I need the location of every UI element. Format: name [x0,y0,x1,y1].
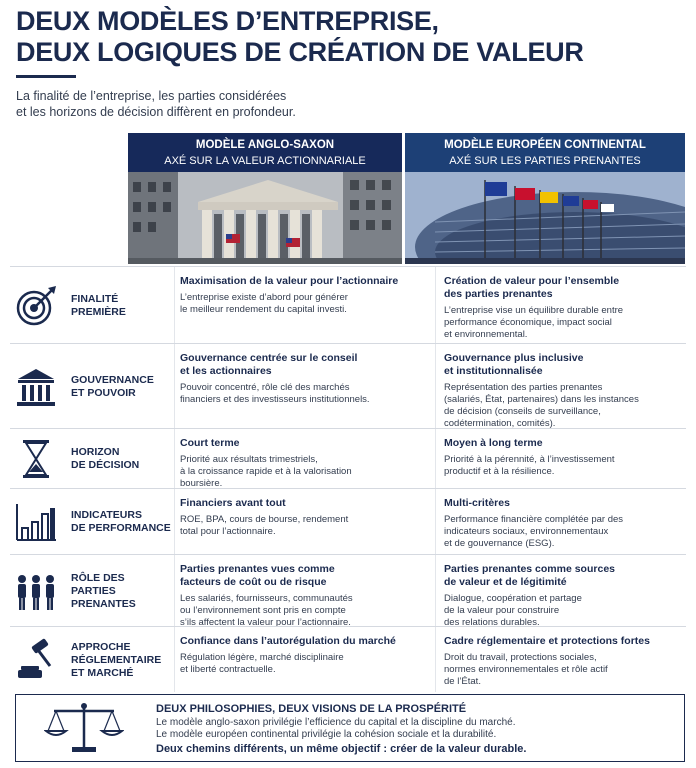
anglo-column-header [128,133,402,172]
heading-line: Court terme [180,437,240,449]
euro-cell [444,635,682,688]
euro-cell-body [444,382,682,430]
row-label [71,572,136,611]
euro-cell-heading [444,352,682,378]
people-icon [14,569,58,613]
euro-cell-body [444,305,682,341]
heading-line: Parties prenantes comme sources [444,563,615,575]
comparison-row [10,626,686,692]
body-line: et liberté contractuelle. [180,664,276,675]
euro-column-title: MODÈLE EUROPÉEN CONTINENTAL [444,139,646,151]
anglo-cell-heading [180,437,408,450]
column-divider [435,489,436,554]
euro-cell-body [444,454,682,478]
body-line: de décision (conseils de surveillance, [444,406,601,417]
anglo-cell-body [180,382,408,406]
euro-column-subtitle: AXÉ SUR LES PARTIES PRENANTES [449,155,641,167]
title-line-2: DEUX LOGIQUES DE CRÉATION DE VALEUR [16,37,584,67]
conclusion-line-1: Le modèle anglo-saxon privilégie l’efficience du capital et la discipline du marché. [156,717,516,728]
column-divider [174,627,175,692]
body-line: et de gouvernance (ESG). [444,538,555,549]
euro-cell-heading [444,563,682,589]
euro-cell [444,437,682,478]
body-line: L’entreprise vise un équilibre durable entre [444,305,624,316]
euro-cell-heading [444,497,682,510]
euro-cell-body [444,514,682,550]
hourglass-icon [14,437,58,481]
institution-icon [14,365,58,409]
row-label [71,374,154,400]
heading-line: Maximisation de la valeur pour l’actionnaire [180,275,399,287]
row-label-line: PREMIÈRE [71,305,126,318]
body-line: performance économique, impact social [444,317,612,328]
row-label-line: DE PERFORMANCE [71,522,171,534]
heading-line: de valeur et de légitimité [444,576,567,588]
conclusion-line-2: Le modèle européen continental privilégie la cohésion sociale et la durabilité. [156,729,497,740]
row-label-line: ET POUVOIR [71,386,136,399]
body-line: Les salariés, fournisseurs, communautés [180,593,353,604]
column-divider [174,429,175,488]
body-line: le meilleur rendement du capital investi. [180,304,347,315]
body-line: codétermination, comités). [444,418,556,429]
anglo-cell-body [180,593,408,629]
body-line: boursière. [180,478,223,489]
body-line: indicateurs sociaux, environnementaux [444,526,609,537]
row-label-line: ET MARCHÉ [71,666,134,679]
anglo-column-subtitle: AXÉ SUR LA VALEUR ACTIONNARIALE [164,155,366,167]
subtitle [16,88,436,120]
heading-line: Parties prenantes vues comme [180,563,335,575]
subtitle-line-1: La finalité de l’entreprise, les parties considérées [16,89,287,103]
subtitle-line-2: et les horizons de décision diffèrent en profondeur. [16,105,296,119]
row-label [71,293,126,319]
heading-line: Création de valeur pour l’ensemble [444,275,620,287]
column-divider [435,627,436,692]
bar-chart-icon [14,500,58,544]
anglo-cell-heading [180,275,408,288]
body-line: Priorité à la pérennité, à l’investissement [444,454,615,465]
anglo-cell-heading [180,352,408,378]
body-line: des relations durables. [444,617,540,628]
heading-line: Financiers avant tout [180,497,286,509]
conclusion-box [15,694,685,762]
heading-line: et institutionnalisée [444,365,543,377]
comparison-row [10,343,686,428]
anglo-cell [180,352,408,406]
euro-cell-body [444,593,682,629]
comparison-row [10,488,686,554]
anglo-cell [180,563,408,629]
anglo-cell-heading [180,563,408,589]
body-line: total pour l’actionnaire. [180,526,276,537]
anglo-cell [180,635,408,676]
body-line: Dialogue, coopération et partage [444,593,582,604]
body-line: ou l’environnement sont pris en compte [180,605,346,616]
column-divider [174,267,175,343]
column-divider [435,344,436,428]
anglo-cell-body [180,454,408,490]
row-label-line: GOUVERNANCE [71,373,154,386]
column-divider [435,429,436,488]
euro-cell-heading [444,275,682,301]
euro-cell-body [444,652,682,688]
column-divider [174,489,175,554]
heading-line: Cadre réglementaire et protections fortes [444,635,650,647]
anglo-cell [180,275,408,316]
body-line: et environnemental. [444,329,528,340]
comparison-row [10,428,686,488]
euro-cell [444,563,682,629]
body-line: productif et à la résilience. [444,466,555,477]
row-label-line: RÉGLEMENTAIRE [71,653,162,666]
body-line: de la valeur pour construire [444,605,560,616]
body-line: normes environnementales et rôle actif [444,664,608,675]
stock-exchange-photo [128,172,402,264]
heading-line: Moyen à long terme [444,437,543,449]
anglo-column-title: MODÈLE ANGLO-SAXON [195,139,335,151]
conclusion-title: DEUX PHILOSOPHIES, DEUX VISIONS DE LA PROSPÉRITÉ [156,703,467,715]
euro-cell-heading [444,635,682,648]
parliament-photo [405,172,685,264]
body-line: s’ils affectent la valeur pour l’actionnaire. [180,617,351,628]
row-label-line: RÔLE DES [71,571,125,584]
body-line: financiers et des investisseurs institutionnels. [180,394,370,405]
column-divider [174,555,175,626]
row-label-line: DE DÉCISION [71,459,140,471]
euro-cell [444,352,682,430]
row-label-line: PARTIES [71,584,116,597]
scales-icon [44,701,124,755]
body-line: Représentation des parties prenantes [444,382,603,393]
row-label [71,446,139,472]
comparison-row [10,554,686,626]
heading-line: Multi-critères [444,497,510,509]
body-line: Priorité aux résultats trimestriels, [180,454,318,465]
euro-cell [444,275,682,341]
heading-line: Gouvernance centrée sur le conseil [180,352,358,364]
anglo-cell [180,497,408,538]
heading-line: des parties prenantes [444,288,553,300]
column-divider [435,267,436,343]
body-line: Pouvoir concentré, rôle clé des marchés [180,382,350,393]
body-line: de l’État. [444,676,481,687]
anglo-cell-body [180,514,408,538]
heading-line: Gouvernance plus inclusive [444,352,584,364]
heading-line: facteurs de coût ou de risque [180,576,327,588]
row-label-line: INDICATEURS [71,509,142,521]
target-icon [14,284,58,328]
body-line: Performance financière complétée par des [444,514,624,525]
body-line: ROE, BPA, cours de bourse, rendement [180,514,349,525]
row-label-line: FINALITÉ [71,292,119,305]
anglo-cell-body [180,292,408,316]
anglo-cell-body [180,652,408,676]
anglo-cell-heading [180,497,408,510]
comparison-row [10,266,686,343]
body-line: à la croissance rapide et à la valorisation [180,466,352,477]
row-label-line: APPROCHE [71,640,131,653]
heading-line: Confiance dans l’autorégulation du marché [180,635,396,647]
conclusion-final: Deux chemins différents, un même objectif : créer de la valeur durable. [156,743,527,755]
euro-cell [444,497,682,550]
body-line: Régulation légère, marché disciplinaire [180,652,344,663]
row-label [71,641,161,680]
column-divider [435,555,436,626]
body-line: Droit du travail, protections sociales, [444,652,597,663]
row-label-line: PRENANTES [71,597,136,610]
title-line-1: DEUX MODÈLES D’ENTREPRISE, [16,6,439,36]
row-label [71,509,171,535]
column-divider [174,344,175,428]
gavel-icon [14,638,58,682]
body-line: L’entreprise existe d’abord pour générer [180,292,348,303]
anglo-cell [180,437,408,490]
page-title [16,6,686,68]
heading-line: et les actionnaires [180,365,272,377]
row-label-line: HORIZON [71,446,120,458]
title-underline [16,75,76,78]
euro-column-header [405,133,685,172]
anglo-cell-heading [180,635,408,648]
euro-cell-heading [444,437,682,450]
body-line: (salariés, État, partenaires) dans les instances [444,394,639,405]
